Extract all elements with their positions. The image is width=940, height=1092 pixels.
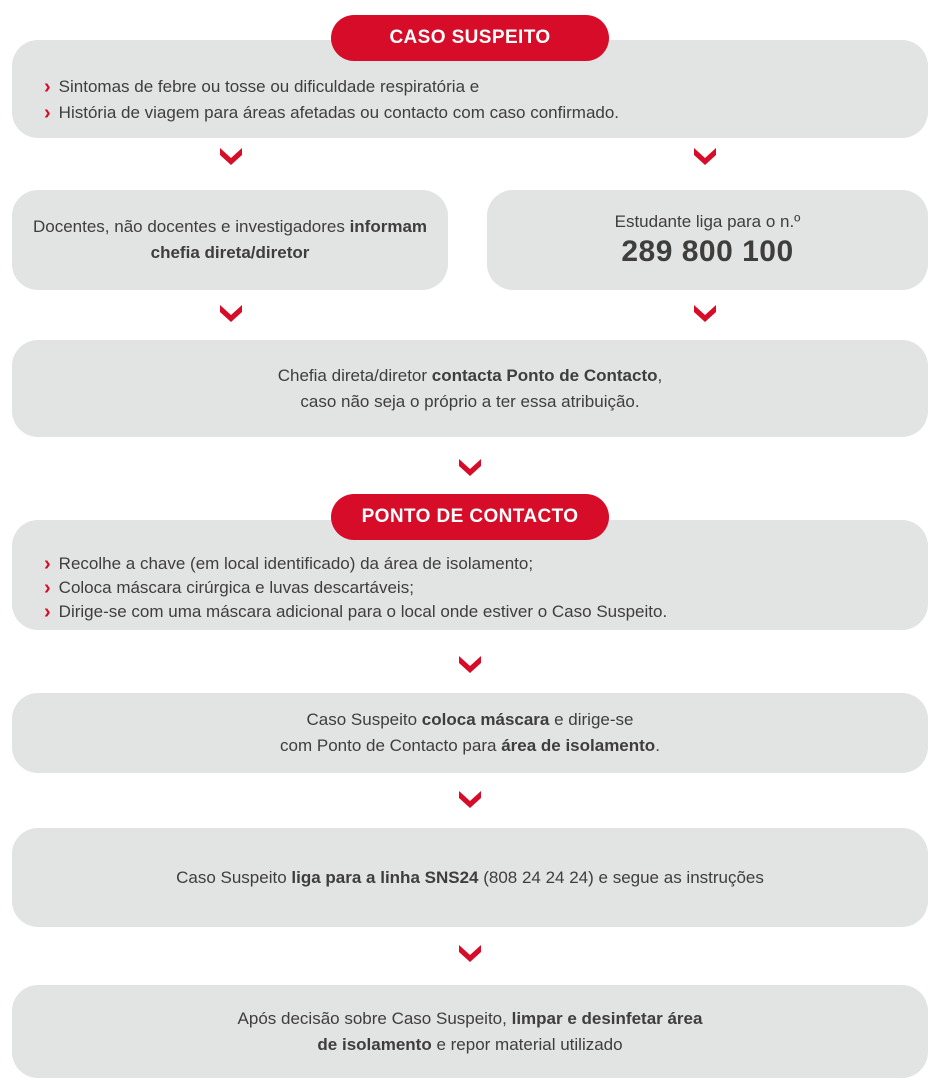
ponto-item [44,600,888,624]
student-phone-number: 289 800 100 [621,234,794,268]
bullet-arrow-icon: › [44,553,51,575]
down-arrow-icon [220,305,242,322]
bullet-arrow-icon: › [44,601,51,623]
caso-suspeito-label: CASO SUSPEITO [389,27,551,48]
chefia-line: caso não seja o próprio a ter essa atribuição. [300,391,640,411]
ponto-item [44,576,888,600]
chefia-line: Chefia direta/diretor contacta Ponto de Contacto, [277,365,663,385]
mask-line: com Ponto de Contacto para área de isolamento. [280,736,660,755]
ponto-text: Recolhe a chave (em local identificado) da área de isolamento; [58,554,534,573]
symptom-text: Sintomas de febre ou tosse ou dificuldade respiratória e [58,77,480,96]
down-arrow-icon [694,305,716,322]
cleanup-box [12,985,928,1078]
symptom-text: História de viagem para áreas afetadas ou contacto com caso confirmado. [58,103,620,122]
symptom-item [44,100,888,126]
caso-suspeito-pill [331,15,609,61]
ponto-de-contacto-label: PONTO DE CONTACTO [361,506,579,527]
down-arrow-icon [220,148,242,165]
down-arrow-icon [459,791,481,808]
mask-line: Caso Suspeito coloca máscara e dirige-se [306,710,634,729]
cleanup-line: Após decisão sobre Caso Suspeito, limpar e desinfetar área [237,1008,703,1028]
sns-line: Caso Suspeito liga para a linha SNS24 (808 24 24 24) e segue as instruções [176,867,764,887]
student-intro: Estudante liga para o n.º [614,211,801,231]
down-arrow-icon [459,945,481,962]
student-box [487,190,928,290]
ponto-text: Dirige-se com uma máscara adicional para o local onde estiver o Caso Suspeito. [58,602,668,621]
down-arrow-icon [694,148,716,165]
down-arrow-icon [459,459,481,476]
bullet-arrow-icon: › [44,102,51,124]
ponto-de-contacto-pill [331,494,609,540]
chefia-box [12,340,928,437]
symptom-item [44,74,888,100]
staff-line: chefia direta/diretor [150,243,310,262]
mask-box [12,693,928,773]
ponto-item [44,552,888,576]
ponto-text: Coloca máscara cirúrgica e luvas descartáveis; [58,578,414,597]
bullet-arrow-icon: › [44,76,51,98]
bullet-arrow-icon: › [44,577,51,599]
staff-box [12,190,448,290]
staff-line: Docentes, não docentes e investigadores informam [32,217,428,236]
down-arrow-icon [459,656,481,673]
cleanup-line: de isolamento e repor material utilizado [317,1034,623,1054]
sns-box [12,828,928,927]
